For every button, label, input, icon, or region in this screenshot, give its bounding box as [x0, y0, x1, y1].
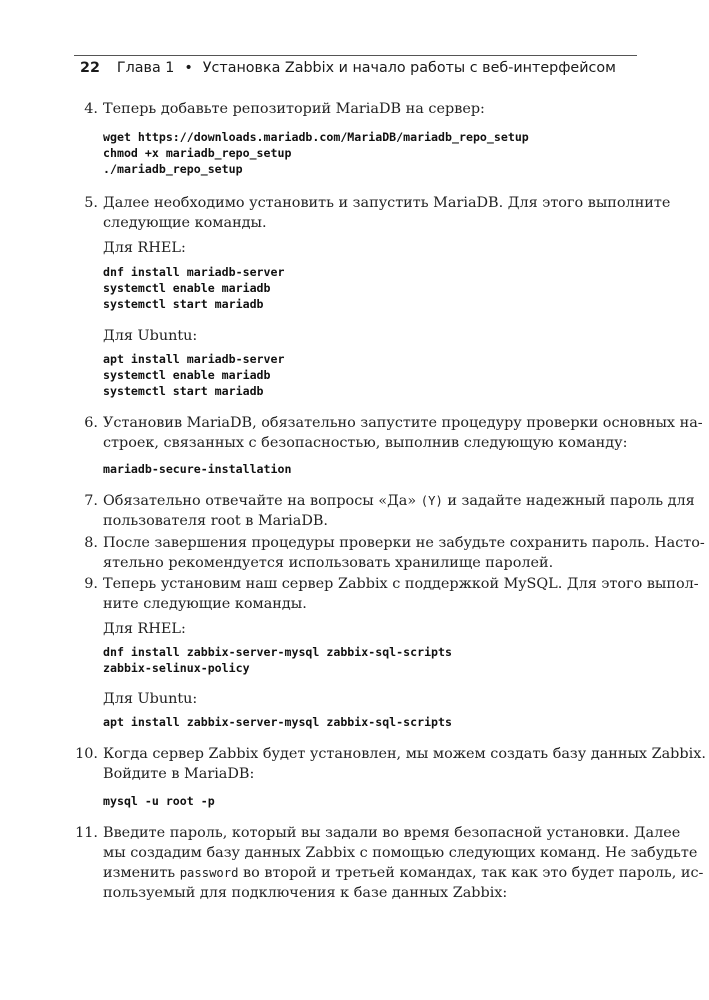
code-line: ./mariadb_repo_setup [103, 162, 243, 176]
code-line: dnf install mariadb-server [103, 265, 285, 279]
step-line: следующие команды. [103, 215, 267, 231]
chapter-title: Установка Zabbix и начало работы с веб-интерфейсом [202, 60, 616, 76]
step-line: Теперь установим наш сервер Zabbix с поддержкой MySQL. Для этого выпол- [103, 576, 699, 592]
step-number: 11. [75, 825, 98, 841]
code-line: zabbix-selinux-policy [103, 661, 250, 675]
step-text-run: Обязательно отвечайте на вопросы «Да» [103, 493, 421, 509]
step-line [103, 491, 695, 511]
step-number: 4. [84, 101, 98, 117]
step-line: строек, связанных с безопасностью, выполнив следующую команду: [103, 435, 628, 451]
code-line: wget https://downloads.mariadb.com/MariaDB/mariadb_repo_setup [103, 130, 529, 144]
step-number: 9. [84, 576, 98, 592]
code-block-mysql-login [103, 793, 215, 809]
step-line: ятельно рекомендуется использовать хранилище паролей. [103, 555, 554, 571]
step-text [103, 99, 640, 119]
code-line: apt install zabbix-server-mysql zabbix-sql-scripts [103, 715, 453, 729]
step-line: Введите пароль, который вы задали во время безопасной установки. Далее [103, 825, 681, 841]
code-line: mysql -u root -p [103, 794, 215, 808]
step-line: пользуемый для подключения к базе данных Zabbix: [103, 885, 508, 901]
step-text [103, 744, 706, 784]
step-number: 6. [84, 415, 98, 431]
header-rule [74, 55, 637, 56]
running-header [80, 59, 640, 77]
ubuntu-label: Для Ubuntu: [103, 328, 198, 344]
code-line: systemctl start mariadb [103, 297, 264, 311]
chapter-label: Глава 1 [116, 60, 175, 76]
step-line: Далее необходимо установить и запустить MariaDB. Для этого выполните [103, 195, 671, 211]
step-text-run: изменить [103, 865, 180, 881]
step-line: Установив MariaDB, обязательно запустите процедуру проверки основных на- [103, 415, 703, 431]
page-number: 22 [80, 60, 100, 76]
step-number: 8. [84, 535, 98, 551]
rhel-label: Для RHEL: [103, 240, 186, 256]
step-line: ните следующие команды. [103, 596, 307, 612]
code-line: systemctl enable mariadb [103, 281, 271, 295]
inline-code: (Y) [420, 494, 443, 508]
inline-code: password [179, 866, 239, 880]
step-text-run: во второй и третьей командах, так как это будет пароль, ис- [238, 865, 704, 881]
step-line: Теперь добавьте репозиторий MariaDB на сервер: [103, 101, 485, 117]
step-line [103, 863, 704, 883]
step-text [103, 193, 671, 233]
code-line: systemctl enable mariadb [103, 368, 271, 382]
ubuntu-label: Для Ubuntu: [103, 691, 198, 707]
code-block-ubuntu-mariadb [103, 351, 284, 399]
step-number: 5. [84, 195, 98, 211]
code-line: systemctl start mariadb [103, 384, 264, 398]
step-text [103, 533, 705, 573]
step-number: 7. [84, 493, 98, 509]
step-text [103, 574, 699, 614]
step-text-run: и задайте надежный пароль для [442, 493, 695, 509]
header-bullet: • [184, 60, 193, 76]
code-line: dnf install zabbix-server-mysql zabbix-sql-scripts [103, 645, 453, 659]
step-line: После завершения процедуры проверки не забудьте сохранить пароль. Насто- [103, 535, 705, 551]
step-line: Войдите в MariaDB: [103, 766, 255, 782]
step-number: 10. [75, 746, 98, 762]
code-line: mariadb-secure-installation [103, 462, 292, 476]
step-text [103, 413, 703, 453]
code-block-secure [103, 461, 291, 477]
code-line: chmod +x mariadb_repo_setup [103, 146, 292, 160]
code-block-ubuntu-zabbix [103, 714, 452, 730]
code-line: apt install mariadb-server [103, 352, 285, 366]
code-block-rhel-zabbix [103, 644, 452, 676]
code-block-rhel-mariadb [103, 264, 284, 312]
code-block-repo [103, 129, 529, 177]
step-line: Когда сервер Zabbix будет установлен, мы можем создать базу данных Zabbix. [103, 746, 706, 762]
step-text [103, 491, 695, 531]
rhel-label: Для RHEL: [103, 621, 186, 637]
step-line: мы создадим базу данных Zabbix с помощью следующих команд. Не забудьте [103, 845, 698, 861]
step-text [103, 823, 704, 903]
step-line: пользователя root в MariaDB. [103, 513, 329, 529]
